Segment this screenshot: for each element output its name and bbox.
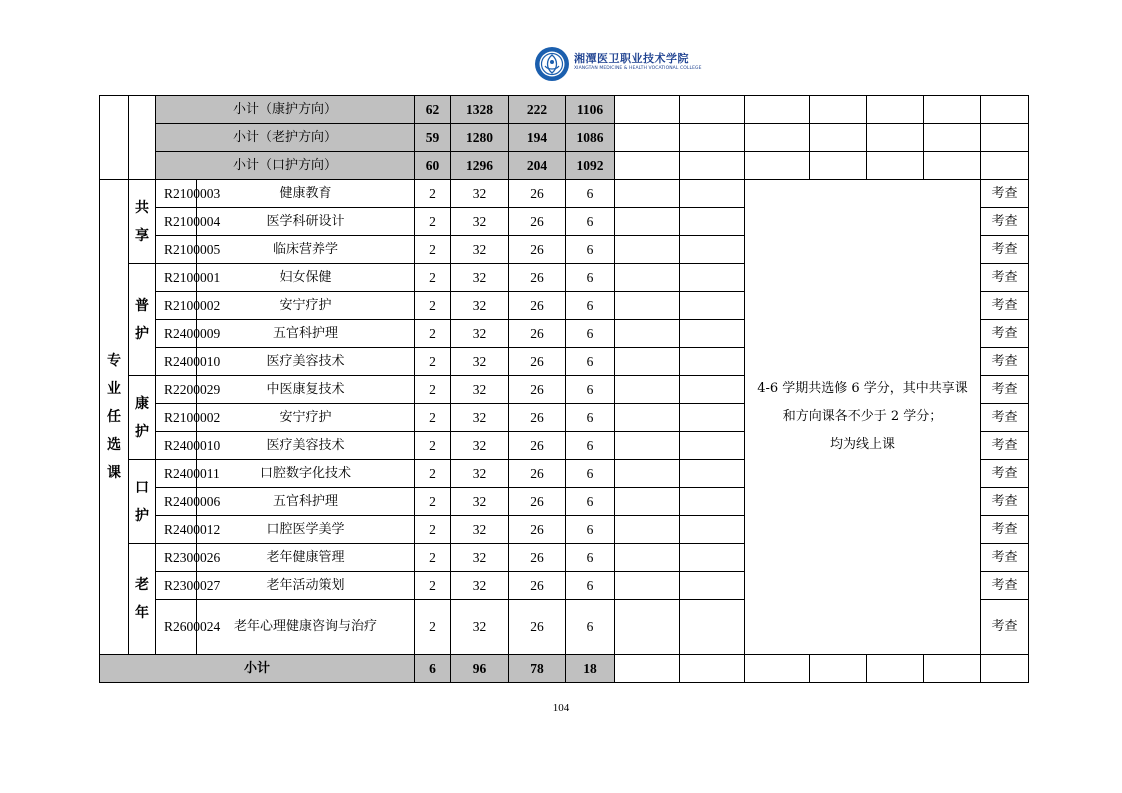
course-assessment: 考查	[981, 404, 1029, 432]
semester-cell	[680, 600, 745, 655]
semester-cell	[615, 320, 680, 348]
course-assessment: 考查	[981, 236, 1029, 264]
semester-cell	[867, 96, 924, 124]
semester-cell	[680, 180, 745, 208]
subtotal-credits: 59	[415, 124, 451, 152]
group-label-char: 年	[135, 605, 149, 621]
course-practice: 6	[566, 180, 615, 208]
semester-cell	[615, 376, 680, 404]
bottom-subtotal-row	[100, 655, 1029, 683]
course-assessment: 考查	[981, 488, 1029, 516]
semester-cell	[615, 152, 680, 180]
semester-cell	[680, 152, 745, 180]
semester-cell	[680, 488, 745, 516]
section-label	[100, 180, 129, 655]
semester-cell	[745, 96, 810, 124]
page-number: 104	[552, 702, 570, 714]
course-credits: 2	[415, 180, 451, 208]
semester-cell	[867, 655, 924, 683]
course-name: 五官科护理	[197, 488, 415, 516]
semester-cell	[615, 655, 680, 683]
course-theory: 26	[509, 600, 566, 655]
subtotal-practice: 1086	[566, 124, 615, 152]
group-label-char: 康	[135, 395, 149, 412]
course-assessment: 考查	[981, 432, 1029, 460]
course-code: R2400011	[156, 460, 197, 488]
course-hours: 32	[451, 572, 509, 600]
course-credits: 2	[415, 348, 451, 376]
semester-cell	[615, 348, 680, 376]
bottom-subtotal-credits: 6	[415, 655, 451, 683]
semester-cell	[810, 655, 867, 683]
course-assessment: 考查	[981, 460, 1029, 488]
logo-text-chinese: 湘潭医卫职业技术学院	[574, 52, 689, 65]
course-practice: 6	[566, 460, 615, 488]
course-practice: 6	[566, 264, 615, 292]
subtotal-credits: 62	[415, 96, 451, 124]
course-credits: 2	[415, 320, 451, 348]
course-practice: 6	[566, 208, 615, 236]
course-theory: 26	[509, 320, 566, 348]
course-theory: 26	[509, 264, 566, 292]
course-code: R2600024	[156, 600, 197, 655]
course-credits: 2	[415, 404, 451, 432]
course-hours: 32	[451, 376, 509, 404]
subtotal-label: 小计（康护方向）	[156, 96, 415, 124]
group-label-char: 老	[135, 577, 149, 593]
course-hours: 32	[451, 432, 509, 460]
curriculum-table	[99, 95, 1029, 683]
course-assessment: 考查	[981, 292, 1029, 320]
section-label-char: 业	[107, 381, 121, 397]
assessment-cell	[981, 655, 1029, 683]
subtotal-row	[100, 124, 1029, 152]
group-label-char: 口	[135, 479, 149, 496]
semester-cell	[615, 404, 680, 432]
semester-cell	[615, 236, 680, 264]
group-label-char: 护	[135, 507, 149, 524]
subtotal-label: 小计（口护方向）	[156, 152, 415, 180]
course-theory: 26	[509, 180, 566, 208]
course-hours: 32	[451, 488, 509, 516]
course-hours: 32	[451, 180, 509, 208]
bottom-subtotal-practice: 18	[566, 655, 615, 683]
course-credits: 2	[415, 292, 451, 320]
subtotal-label: 小计（老护方向）	[156, 124, 415, 152]
course-code: R2400012	[156, 516, 197, 544]
course-theory: 26	[509, 544, 566, 572]
course-hours: 32	[451, 404, 509, 432]
course-code: R2100004	[156, 208, 197, 236]
course-theory: 26	[509, 208, 566, 236]
merged-subcategory-cell	[129, 96, 156, 180]
subtotal-row	[100, 96, 1029, 124]
course-assessment: 考查	[981, 516, 1029, 544]
course-name: 五官科护理	[197, 320, 415, 348]
course-credits: 2	[415, 236, 451, 264]
course-name: 健康教育	[197, 180, 415, 208]
semester-cell	[680, 292, 745, 320]
course-practice: 6	[566, 376, 615, 404]
semester-cell	[680, 236, 745, 264]
semester-cell	[680, 572, 745, 600]
semester-cell	[615, 600, 680, 655]
semester-cell	[680, 655, 745, 683]
course-credits: 2	[415, 516, 451, 544]
course-code: R2200029	[156, 376, 197, 404]
group-label-char: 享	[135, 227, 149, 244]
course-code: R2400010	[156, 348, 197, 376]
group-label-char: 护	[135, 325, 149, 342]
course-practice: 6	[566, 292, 615, 320]
course-practice: 6	[566, 236, 615, 264]
course-practice: 6	[566, 600, 615, 655]
group-label	[129, 376, 156, 460]
college-emblem-icon	[534, 46, 570, 82]
semester-cell	[867, 152, 924, 180]
merged-category-cell	[100, 96, 129, 180]
assessment-cell	[981, 152, 1029, 180]
semester-cell	[680, 544, 745, 572]
college-logo	[534, 46, 704, 86]
course-code: R2100001	[156, 264, 197, 292]
semester-cell	[680, 96, 745, 124]
course-hours: 32	[451, 264, 509, 292]
elective-note-line: 和方向课各不少于 2 学分；	[782, 409, 943, 424]
semester-cell	[615, 180, 680, 208]
course-credits: 2	[415, 572, 451, 600]
group-label	[129, 544, 156, 655]
semester-cell	[615, 292, 680, 320]
group-label	[129, 264, 156, 376]
course-assessment: 考查	[981, 376, 1029, 404]
semester-cell	[924, 152, 981, 180]
course-practice: 6	[566, 516, 615, 544]
semester-cell	[615, 572, 680, 600]
semester-cell	[924, 124, 981, 152]
elective-note-line: 均为线上课	[830, 437, 896, 452]
course-code: R2400009	[156, 320, 197, 348]
subtotal-theory: 222	[509, 96, 566, 124]
course-credits: 2	[415, 264, 451, 292]
assessment-cell	[981, 96, 1029, 124]
course-name: 安宁疗护	[197, 292, 415, 320]
course-theory: 26	[509, 572, 566, 600]
course-assessment: 考查	[981, 572, 1029, 600]
semester-cell	[680, 320, 745, 348]
course-theory: 26	[509, 404, 566, 432]
course-theory: 26	[509, 432, 566, 460]
course-assessment: 考查	[981, 600, 1029, 655]
semester-cell	[680, 208, 745, 236]
subtotal-practice: 1106	[566, 96, 615, 124]
semester-cell	[615, 208, 680, 236]
course-practice: 6	[566, 432, 615, 460]
course-practice: 6	[566, 572, 615, 600]
subtotal-hours: 1280	[451, 124, 509, 152]
course-hours: 32	[451, 320, 509, 348]
course-assessment: 考查	[981, 180, 1029, 208]
semester-cell	[745, 152, 810, 180]
course-hours: 32	[451, 208, 509, 236]
semester-cell	[745, 124, 810, 152]
course-name: 老年心理健康咨询与治疗	[197, 600, 415, 655]
course-practice: 6	[566, 348, 615, 376]
course-name: 医疗美容技术	[197, 432, 415, 460]
course-practice: 6	[566, 404, 615, 432]
group-label-char: 共	[135, 199, 149, 216]
course-hours: 32	[451, 236, 509, 264]
subtotal-theory: 204	[509, 152, 566, 180]
subtotal-theory: 194	[509, 124, 566, 152]
semester-cell	[810, 96, 867, 124]
semester-cell	[680, 404, 745, 432]
course-practice: 6	[566, 320, 615, 348]
bottom-subtotal-label: 小计	[100, 655, 415, 683]
group-label	[129, 180, 156, 264]
course-practice: 6	[566, 544, 615, 572]
group-label-char: 护	[135, 423, 149, 440]
course-hours: 32	[451, 292, 509, 320]
course-hours: 32	[451, 460, 509, 488]
group-label-char: 普	[135, 297, 149, 314]
group-label	[129, 460, 156, 544]
course-code: R2100005	[156, 236, 197, 264]
course-credits: 2	[415, 600, 451, 655]
bottom-subtotal-theory: 78	[509, 655, 566, 683]
semester-cell	[680, 460, 745, 488]
course-name: 中医康复技术	[197, 376, 415, 404]
course-name: 安宁疗护	[197, 404, 415, 432]
course-code: R2100002	[156, 404, 197, 432]
semester-cell	[680, 516, 745, 544]
semester-cell	[615, 96, 680, 124]
subtotal-row	[100, 152, 1029, 180]
semester-cell	[680, 432, 745, 460]
course-name: 口腔医学美学	[197, 516, 415, 544]
course-name: 医疗美容技术	[197, 348, 415, 376]
course-hours: 32	[451, 544, 509, 572]
semester-cell	[745, 655, 810, 683]
course-theory: 26	[509, 292, 566, 320]
course-code: R2300026	[156, 544, 197, 572]
semester-cell	[615, 460, 680, 488]
course-hours: 32	[451, 600, 509, 655]
elective-note	[745, 180, 981, 655]
semester-cell	[615, 124, 680, 152]
subtotal-hours: 1296	[451, 152, 509, 180]
course-credits: 2	[415, 488, 451, 516]
semester-cell	[867, 124, 924, 152]
semester-cell	[615, 488, 680, 516]
course-credits: 2	[415, 460, 451, 488]
course-theory: 26	[509, 460, 566, 488]
semester-cell	[615, 264, 680, 292]
assessment-cell	[981, 124, 1029, 152]
course-name: 老年活动策划	[197, 572, 415, 600]
course-credits: 2	[415, 432, 451, 460]
section-label-char: 课	[107, 465, 121, 481]
semester-cell	[810, 152, 867, 180]
semester-cell	[680, 348, 745, 376]
semester-cell	[924, 655, 981, 683]
semester-cell	[680, 376, 745, 404]
course-code: R2100003	[156, 180, 197, 208]
course-credits: 2	[415, 208, 451, 236]
semester-cell	[615, 516, 680, 544]
course-name: 临床营养学	[197, 236, 415, 264]
course-theory: 26	[509, 488, 566, 516]
logo-text-english: XIANGTAN MEDICINE & HEALTH VOCATIONAL COLLEGE	[574, 66, 702, 71]
course-name: 口腔数字化技术	[197, 460, 415, 488]
course-credits: 2	[415, 376, 451, 404]
course-code: R2300027	[156, 572, 197, 600]
semester-cell	[810, 124, 867, 152]
course-code: R2400006	[156, 488, 197, 516]
course-row	[100, 180, 1029, 208]
semester-cell	[615, 432, 680, 460]
course-assessment: 考查	[981, 320, 1029, 348]
bottom-subtotal-hours: 96	[451, 655, 509, 683]
semester-cell	[680, 124, 745, 152]
course-hours: 32	[451, 348, 509, 376]
subtotal-practice: 1092	[566, 152, 615, 180]
subtotal-credits: 60	[415, 152, 451, 180]
course-hours: 32	[451, 516, 509, 544]
course-name: 老年健康管理	[197, 544, 415, 572]
course-name: 妇女保健	[197, 264, 415, 292]
course-assessment: 考查	[981, 544, 1029, 572]
course-code: R2100002	[156, 292, 197, 320]
course-theory: 26	[509, 376, 566, 404]
course-name: 医学科研设计	[197, 208, 415, 236]
section-label-char: 专	[107, 353, 121, 369]
course-assessment: 考查	[981, 264, 1029, 292]
semester-cell	[924, 96, 981, 124]
course-theory: 26	[509, 348, 566, 376]
course-assessment: 考查	[981, 348, 1029, 376]
section-label-char: 选	[107, 437, 121, 453]
elective-note-line: 4-6 学期共选修 6 学分，其中共享课	[757, 381, 968, 396]
semester-cell	[680, 264, 745, 292]
course-theory: 26	[509, 516, 566, 544]
course-code: R2400010	[156, 432, 197, 460]
course-practice: 6	[566, 488, 615, 516]
course-assessment: 考查	[981, 208, 1029, 236]
section-label-char: 任	[107, 409, 121, 425]
subtotal-hours: 1328	[451, 96, 509, 124]
course-credits: 2	[415, 544, 451, 572]
course-theory: 26	[509, 236, 566, 264]
semester-cell	[615, 544, 680, 572]
